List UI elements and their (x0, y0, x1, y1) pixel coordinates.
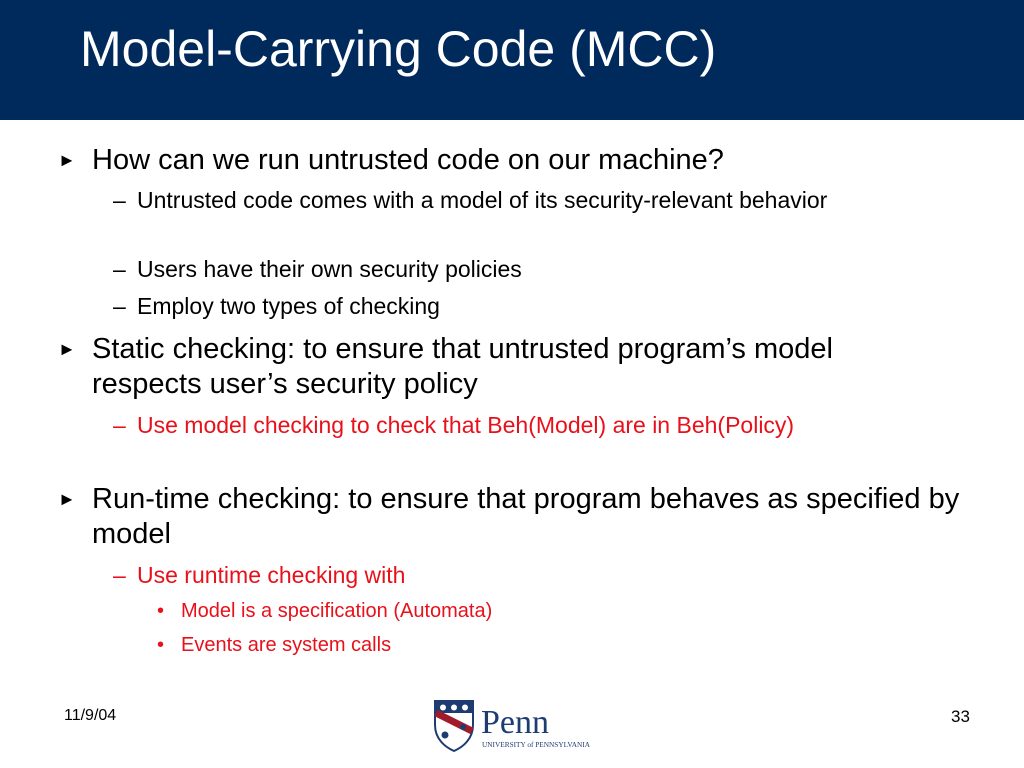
dash-bullet-icon: – (113, 256, 126, 282)
bullet-text: Model is a specification (Automata) (181, 600, 493, 622)
bullet-text: Employ two types of checking (137, 293, 440, 319)
bullet-text: Use model checking to check that Beh(Model) are in Beh(Policy) (137, 412, 795, 438)
sub-bullet-runtime-with (113, 561, 837, 590)
bullet-main-static-checking (58, 332, 912, 402)
bullet-text: Run-time checking: to ensure that program behaves as specified by model (92, 483, 960, 550)
footer-date: 11/9/04 (64, 707, 117, 724)
bullet-text: Static checking: to ensure that untrusted program’s model respects user’s security policy (92, 333, 833, 400)
arrow-bullet-icon: ► (58, 489, 76, 509)
sub-sub-bullet-automata (157, 598, 781, 624)
dash-bullet-icon: – (113, 412, 126, 438)
logo-wordmark: Penn (481, 704, 549, 741)
dash-bullet-icon: – (113, 562, 126, 588)
bullet-text: Use runtime checking with (137, 562, 406, 588)
sub-bullet-two-checking (113, 292, 897, 321)
slide-title: Model-Carrying Code (MCC) (80, 21, 717, 77)
sub-sub-bullet-system-calls (157, 632, 781, 658)
bullet-text: Users have their own security policies (137, 256, 522, 282)
page-number: 33 (951, 707, 970, 726)
dash-bullet-icon: – (113, 293, 126, 319)
bullet-main-untrusted-code (58, 143, 972, 178)
bullet-text: Untrusted code comes with a model of its security-relevant behavior (137, 187, 828, 213)
sub-bullet-policies (113, 255, 897, 284)
sub-bullet-model (113, 186, 897, 215)
dot-bullet-icon: • (157, 600, 165, 622)
university-shield-icon (435, 701, 473, 751)
bullet-main-runtime-checking (58, 482, 972, 552)
title-bar (0, 0, 1024, 120)
penn-logo (433, 697, 593, 757)
bullet-text: Events are system calls (181, 634, 392, 656)
sub-bullet-model-checking (113, 411, 837, 440)
logo-subtitle: UNIVERSITY of PENNSYLVANIA (482, 740, 590, 749)
arrow-bullet-icon: ► (58, 150, 76, 170)
arrow-bullet-icon: ► (58, 339, 76, 359)
dash-bullet-icon: – (113, 187, 126, 213)
dot-bullet-icon: • (157, 634, 165, 656)
bullet-text: How can we run untrusted code on our machine? (92, 144, 724, 176)
